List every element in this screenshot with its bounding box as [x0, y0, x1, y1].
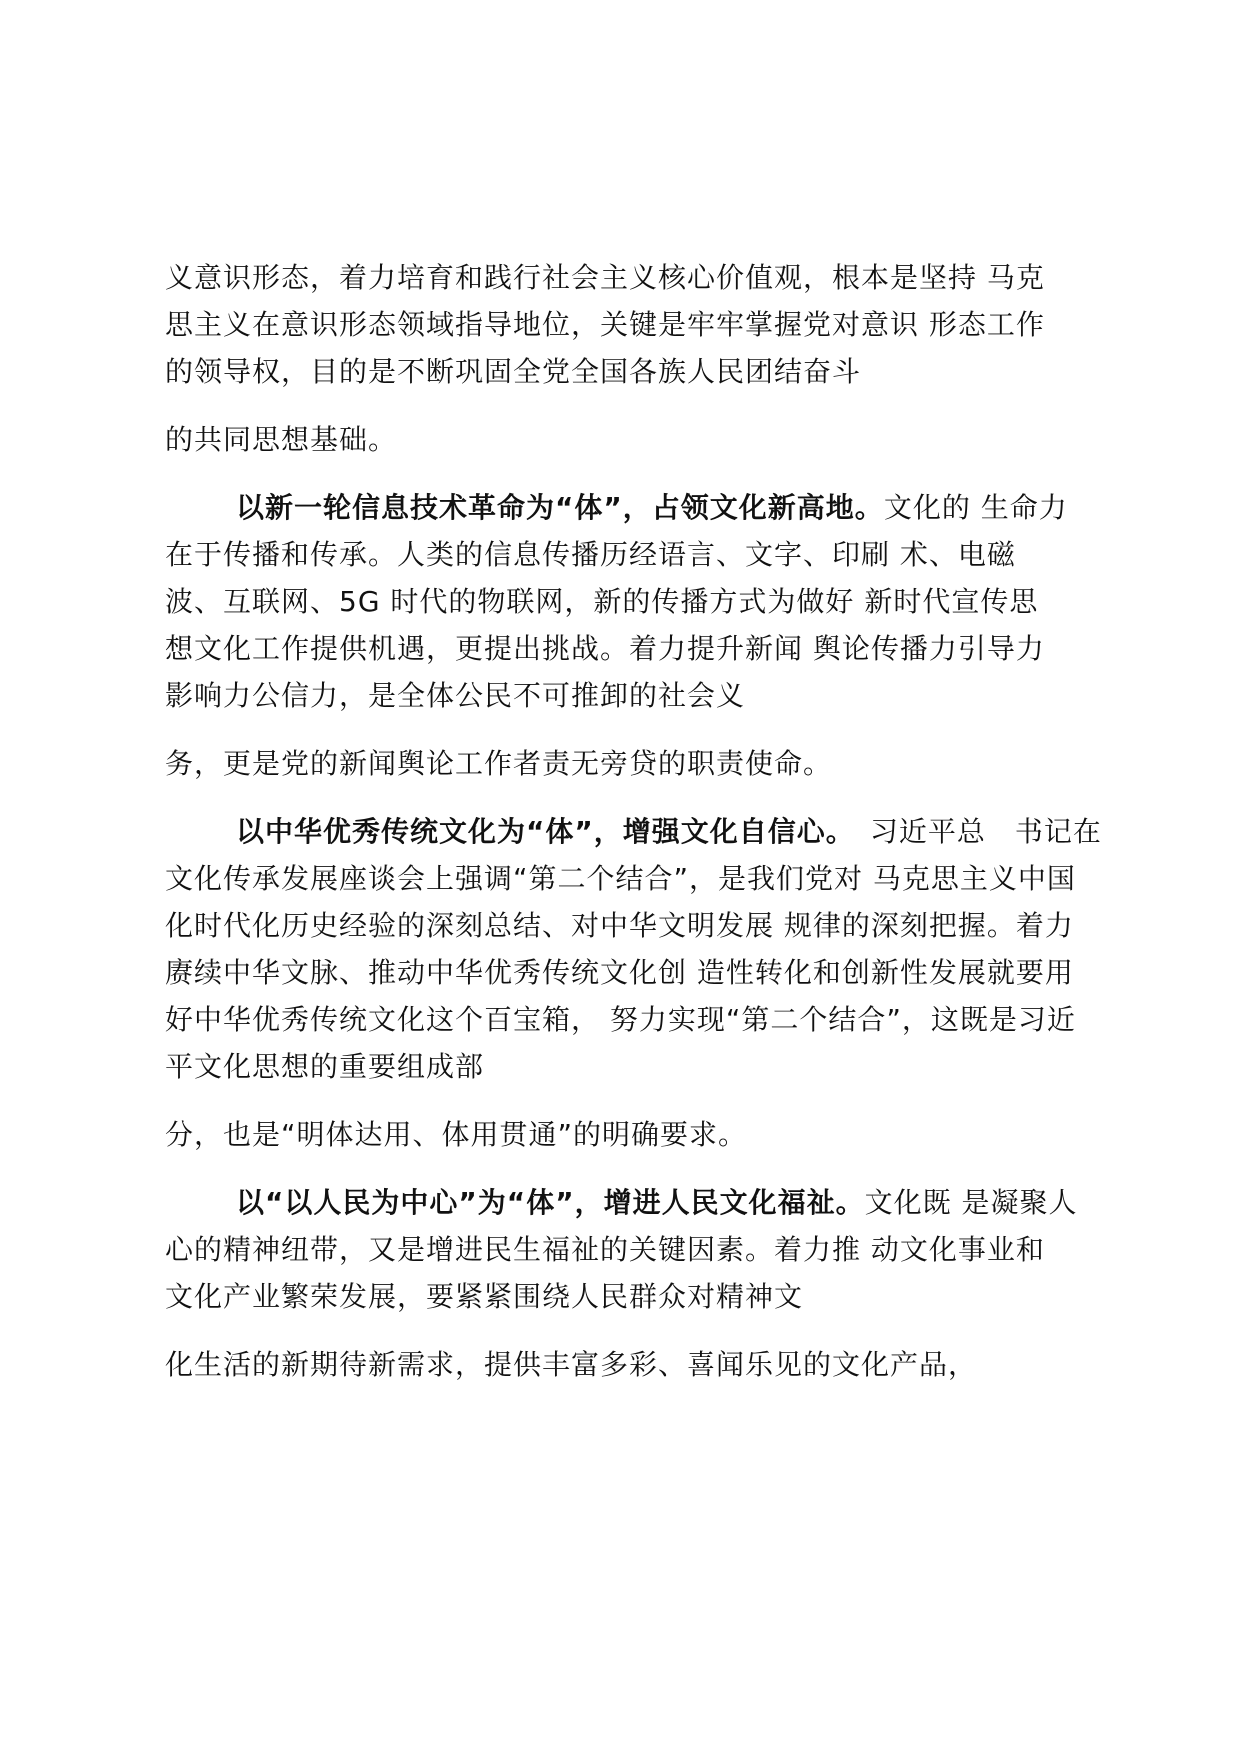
text-line: 波、互联网、5G 时代的物联网，新的传播方式为做好 新时代宣传思 — [165, 585, 1039, 618]
text-line: 的共同思想基础。 — [165, 423, 398, 456]
text-line: 文化传承发展座谈会上强调“第二个结合”，是我们党对 马克思主义中国 — [165, 862, 1076, 895]
text-line: 思主义在意识形态领域指导地位，关键是牢牢掌握党对意识 形态工作 — [165, 308, 1045, 341]
text-line: 义意识形态，着力培育和践行社会主义核心价值观，根本是坚持 马克 — [165, 261, 1045, 294]
section-heading: 以中华优秀传统文化为“体”，增强文化自信心。 — [236, 815, 841, 848]
text-line: 分，也是“明体达用、体用贯通”的明确要求。 — [165, 1118, 748, 1151]
text-line: 文化产业繁荣发展，要紧紧围绕人民群众对精神文 — [165, 1280, 804, 1313]
text-line: 平文化思想的重要组成部 — [165, 1050, 485, 1083]
text-line: 想文化工作提供机遇，更提出挑战。着力提升新闻 舆论传播力引导力 — [165, 632, 1045, 665]
section-heading-line — [236, 812, 1102, 852]
text-line: 好中华优秀传统文化这个百宝箱， 努力实现“第二个结合”，这既是习近 — [165, 1003, 1076, 1036]
text-line: 在于传播和传承。人类的信息传播历经语言、文字、印刷 术、电磁 — [165, 538, 1016, 571]
section-heading: 以新一轮信息技术革命为“体”，占领文化新高地。 — [236, 491, 884, 524]
text-line: 务，更是党的新闻舆论工作者责无旁贷的职责使命。 — [165, 747, 833, 780]
text-line: 的领导权，目的是不断巩固全党全国各族人民团结奋斗 — [165, 355, 862, 388]
text-line: 赓续中华文脉、推动中华优秀传统文化创 造性转化和创新性发展就要用 — [165, 956, 1074, 989]
text-line: 心的精神纽带，又是增进民生福祉的关键因素。着力推 动文化事业和 — [165, 1233, 1045, 1266]
section-heading-line — [236, 488, 1068, 528]
text-line: 化生活的新期待新需求，提供丰富多彩、喜闻乐见的文化产品， — [165, 1348, 978, 1381]
section-heading: 以“以人民为中心”为“体”，增进人民文化福祉。 — [236, 1186, 865, 1219]
section-heading-line — [236, 1183, 1078, 1223]
text-line: 化时代化历史经验的深刻总结、对中华文明发展 规律的深刻把握。着力 — [165, 909, 1074, 942]
section-text: 习近平总 书记在 — [840, 815, 1102, 848]
text-line: 影响力公信力，是全体公民不可推卸的社会义 — [165, 679, 746, 712]
section-text: 文化的 生命力 — [883, 491, 1068, 524]
section-text: 文化既 是凝聚人 — [864, 1186, 1078, 1219]
